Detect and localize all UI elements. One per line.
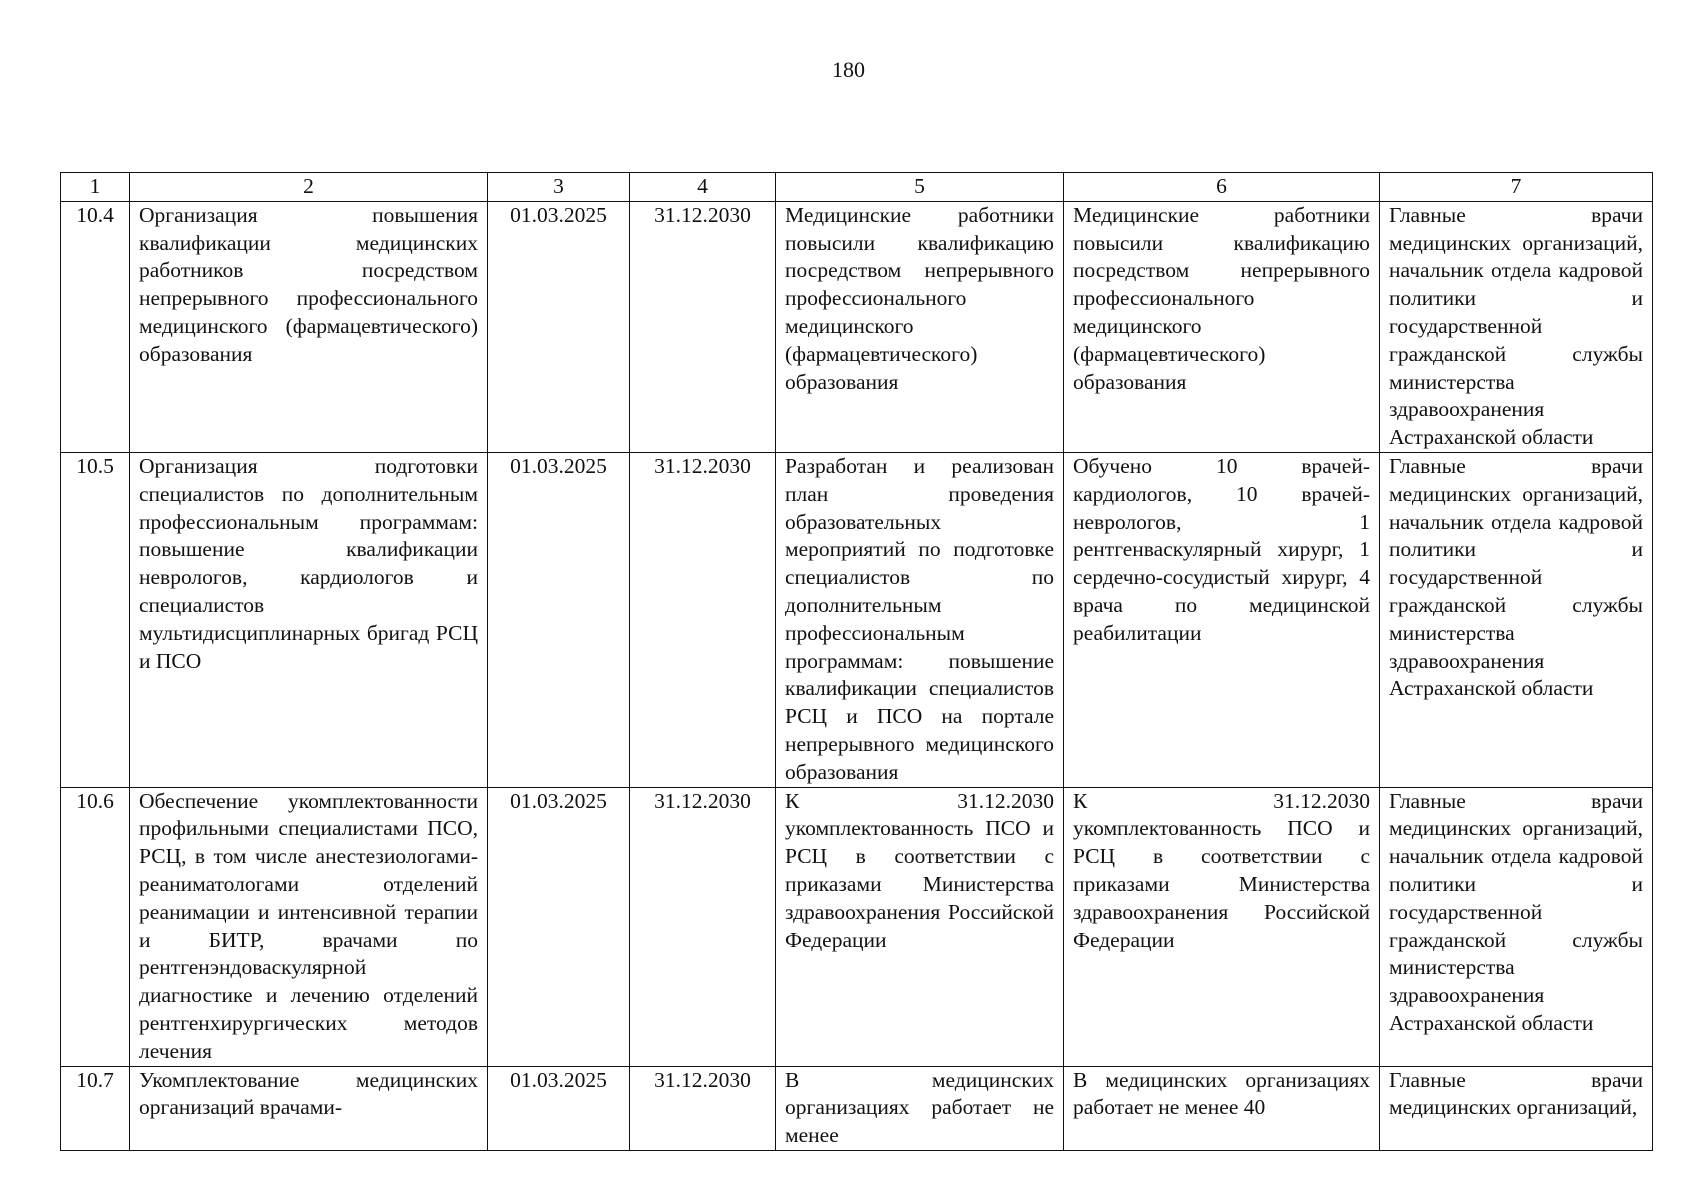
responsible-cell: Главные врачи медицинских организаций, начальник отдела кадровой политики и государственной гражданской службы министерства здравоохранения Астраханской области [1380, 452, 1653, 787]
column-header-2: 2 [130, 173, 488, 202]
start-date-cell: 01.03.2025 [488, 452, 630, 787]
result-cell: Медицинские работники повысили квалификацию посредством непрерывного профессионального медицинского (фармацевтического) образования [776, 201, 1064, 452]
end-date-cell: 31.12.2030 [630, 787, 776, 1066]
task-cell: Организация подготовки специалистов по дополнительным профессиональным программам: повышение квалификации неврологов, кардиологов и специалистов мультидисциплинарных бригад РСЦ и ПСО [130, 452, 488, 787]
result-cell: К 31.12.2030 укомплектованность ПСО и РСЦ в соответствии с приказами Министерства здравоохранения Российской Федерации [776, 787, 1064, 1066]
row-number: 10.5 [61, 452, 130, 787]
row-number: 10.6 [61, 787, 130, 1066]
result-cell: Разработан и реализован план проведения образовательных мероприятий по подготовке специалистов по дополнительным профессиональным программам: повышение квалификации специалистов РСЦ и ПСО на портале непрерывного медицинского образования [776, 452, 1064, 787]
start-date-cell: 01.03.2025 [488, 1066, 630, 1150]
task-cell: Обеспечение укомплектованности профильными специалистами ПСО, РСЦ, в том числе анестезиологами-реаниматологами отделений реанимации и интенсивной терапии и БИТР, врачами по рентгенэндоваскулярной диагностике и лечению отделений рентгенхирургических методов лечения [130, 787, 488, 1066]
plan-table [60, 172, 1653, 1151]
indicator-cell: К 31.12.2030 укомплектованность ПСО и РСЦ в соответствии с приказами Министерства здравоохранения Российской Федерации [1064, 787, 1380, 1066]
table-row [61, 452, 1653, 787]
table-row [61, 1066, 1653, 1150]
task-cell: Укомплектование медицинских организаций врачами- [130, 1066, 488, 1150]
column-header-5: 5 [776, 173, 1064, 202]
start-date-cell: 01.03.2025 [488, 201, 630, 452]
table-row [61, 201, 1653, 452]
column-header-3: 3 [488, 173, 630, 202]
column-header-1: 1 [61, 173, 130, 202]
column-header-6: 6 [1064, 173, 1380, 202]
header-row [61, 173, 1653, 202]
row-number: 10.4 [61, 201, 130, 452]
end-date-cell: 31.12.2030 [630, 452, 776, 787]
table-row [61, 787, 1653, 1066]
end-date-cell: 31.12.2030 [630, 1066, 776, 1150]
indicator-cell: Обучено 10 врачей-кардиологов, 10 врачей-неврологов, 1 рентгенваскулярный хирург, 1 сердечно-сосудистый хирург, 4 врача по медицинской реабилитации [1064, 452, 1380, 787]
end-date-cell: 31.12.2030 [630, 201, 776, 452]
start-date-cell: 01.03.2025 [488, 787, 630, 1066]
responsible-cell: Главные врачи медицинских организаций, [1380, 1066, 1653, 1150]
indicator-cell: Медицинские работники повысили квалификацию посредством непрерывного профессионального медицинского (фармацевтического) образования [1064, 201, 1380, 452]
indicator-cell: В медицинских организациях работает не менее 40 [1064, 1066, 1380, 1150]
row-number: 10.7 [61, 1066, 130, 1150]
result-cell: В медицинских организациях работает не менее [776, 1066, 1064, 1150]
responsible-cell: Главные врачи медицинских организаций, начальник отдела кадровой политики и государственной гражданской службы министерства здравоохранения Астраханской области [1380, 787, 1653, 1066]
column-header-4: 4 [630, 173, 776, 202]
task-cell: Организация повышения квалификации медицинских работников посредством непрерывного профессионального медицинского (фармацевтического) образования [130, 201, 488, 452]
page-number: 180 [832, 57, 865, 82]
column-header-7: 7 [1380, 173, 1653, 202]
responsible-cell: Главные врачи медицинских организаций, начальник отдела кадровой политики и государственной гражданской службы министерства здравоохранения Астраханской области [1380, 201, 1653, 452]
